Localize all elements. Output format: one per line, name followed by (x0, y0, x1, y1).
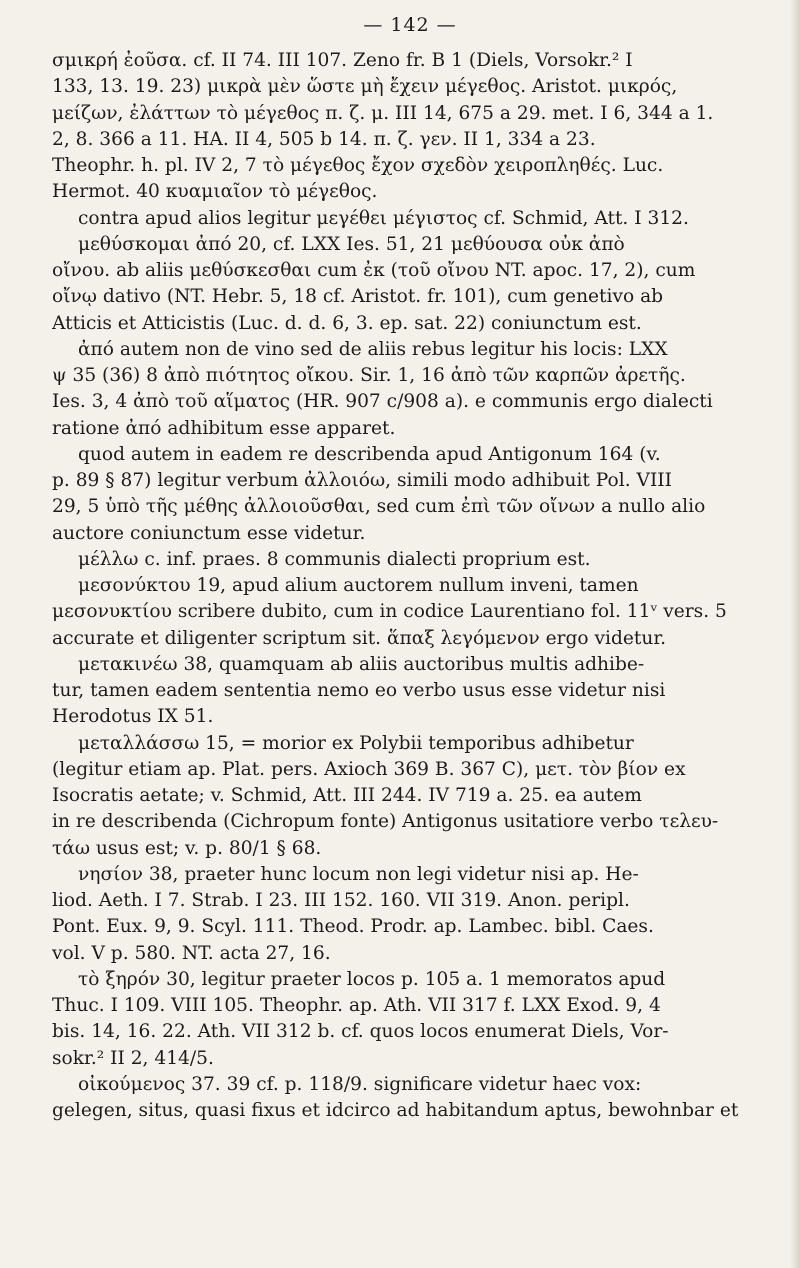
text-line: contra apud alios legitur μεγέθει μέγιστος cf. Schmid, Att. I 312. (78, 207, 689, 229)
text-line: quod autem in eadem re describenda apud Antigonum 164 (v. (78, 443, 661, 465)
text-line: μείζων, ἐλάττων τὸ μέγεθος π. ζ. μ. III 14, 675 a 29. met. I 6, 344 a 1. (52, 102, 714, 124)
text-line: μεθύσκομαι ἀπό 20, cf. LXX Ies. 51, 21 μεθύουσα οὐκ ἀπὸ (78, 233, 625, 255)
text-line: sokr.² II 2, 414/5. (52, 1047, 214, 1069)
text-line: νησίον 38, praeter hunc locum non legi videtur nisi ap. He- (78, 863, 639, 885)
text-line: μεσονύκτου 19, apud alium auctorem nullum inveni, tamen (78, 575, 639, 596)
text-line: 29, 5 ὑπὸ τῆς μέθης ἀλλοιοῦσθαι, sed cum ἐπὶ τῶν οἴνων a nullo alio (52, 496, 706, 518)
text-line: p. 89 § 87) legitur verbum ἀλλοιόω, simili modo adhibuit Pol. VIII (52, 470, 672, 491)
text-line: liod. Aeth. I 7. Strab. I 23. III 152. 160. VII 319. Anon. peripl. (52, 890, 630, 911)
text-line: accurate et diligenter scriptum sit. ἅπαξ λεγόμενον ergo videtur. (52, 627, 667, 649)
text-line: tur, tamen eadem sententia nemo eo verbo usus esse videtur nisi (52, 680, 666, 701)
text-line: ratione ἀπό adhibitum esse apparet. (52, 417, 396, 439)
text-line: vol. V p. 580. NT. acta 27, 16. (52, 942, 331, 964)
text-line: Herodotus IX 51. (52, 706, 214, 728)
text-line: μεσονυκτίου scribere dubito, cum in codice Laurentiano fol. 11ᵛ vers. 5 (52, 601, 727, 623)
text-line: auctore coniunctum esse videtur. (52, 522, 366, 544)
text-line: μέλλω c. inf. praes. 8 communis dialecti proprium est. (78, 548, 591, 570)
text-line: σμικρή ἐοῦσα. cf. II 74. III 107. Zeno fr. B 1 (Diels, Vorsokr.² I (52, 50, 633, 71)
text-line: ψ 35 (36) 8 ἀπὸ πιότητος οἴκου. Sir. 1, 16 ἀπὸ τῶν καρπῶν ἀρετῆς. (52, 365, 686, 386)
text-line: 2, 8. 366 a 11. HA. II 4, 505 b 14. π. ζ. γεν. II 1, 334 a 23. (52, 128, 596, 150)
text-line: Ies. 3, 4 ἀπὸ τοῦ αἵματος (HR. 907 c/908 a). e communis ergo dialecti (52, 391, 713, 413)
text-line: οἴνῳ dativo (NT. Hebr. 5, 18 cf. Aristot. fr. 101), cum genetivo ab (52, 286, 664, 308)
text-line: Hermot. 40 κυαμιαῖον τὸ μέγεθος. (52, 181, 378, 203)
page-edge-shadow (790, 0, 800, 1268)
text-line: bis. 14, 16. 22. Ath. VII 312 b. cf. quos locos enumerat Diels, Vor- (52, 1021, 669, 1043)
text-line: οἰκούμενος 37. 39 cf. p. 118/9. significare videtur haec vox: (78, 1073, 642, 1095)
text-line: in re describenda (Cichropum fonte) Antigonus usitatiore verbo τελευ- (52, 811, 719, 833)
text-line: (legitur etiam ap. Plat. pers. Axioch 369 B. 367 C), μετ. τὸν βίον ex (52, 758, 686, 780)
text-line: 133, 13. 19. 23) μικρὰ μὲν ὥστε μὴ ἔχειν μέγεθος. Aristot. μικρός, (52, 76, 678, 98)
text-line: μεταλλάσσω 15, = morior ex Polybii temporibus adhibetur (78, 732, 634, 754)
text-line: ἀπό autem non de vino sed de aliis rebus legitur his locis: LXX (78, 338, 668, 360)
page-body-text (52, 48, 768, 1124)
text-line: Pont. Eux. 9, 9. Scyl. 111. Theod. Prodr. ap. Lambec. bibl. Caes. (52, 916, 654, 938)
text-line: gelegen, situs, quasi fixus et idcirco ad habitandum aptus, bewohnbar et (52, 1100, 739, 1121)
text-line: τάω usus est; v. p. 80/1 § 68. (52, 837, 322, 859)
text-line: μετακινέω 38, quamquam ab aliis auctoribus multis adhibe- (78, 653, 645, 675)
page-number: — 142 — (363, 14, 457, 36)
text-line: Thuc. I 109. VIII 105. Theophr. ap. Ath. VII 317 f. LXX Exod. 9, 4 (52, 995, 661, 1016)
text-line: τὸ ξηρόν 30, legitur praeter locos p. 105 a. 1 memoratos apud (78, 968, 666, 990)
text-line: οἴνου. ab aliis μεθύσκεσθαι cum ἐκ (τοῦ οἴνου NT. apoc. 17, 2), cum (52, 260, 696, 281)
text-line: Theophr. h. pl. IV 2, 7 τὸ μέγεθος ἔχον σχεδὸν χειροπληθές. Luc. (52, 155, 664, 176)
text-line: Isocratis aetate; v. Schmid, Att. III 244. IV 719 a. 25. ea autem (52, 785, 642, 806)
text-line: Atticis et Atticistis (Luc. d. d. 6, 3. ep. sat. 22) coniunctum est. (52, 312, 642, 334)
